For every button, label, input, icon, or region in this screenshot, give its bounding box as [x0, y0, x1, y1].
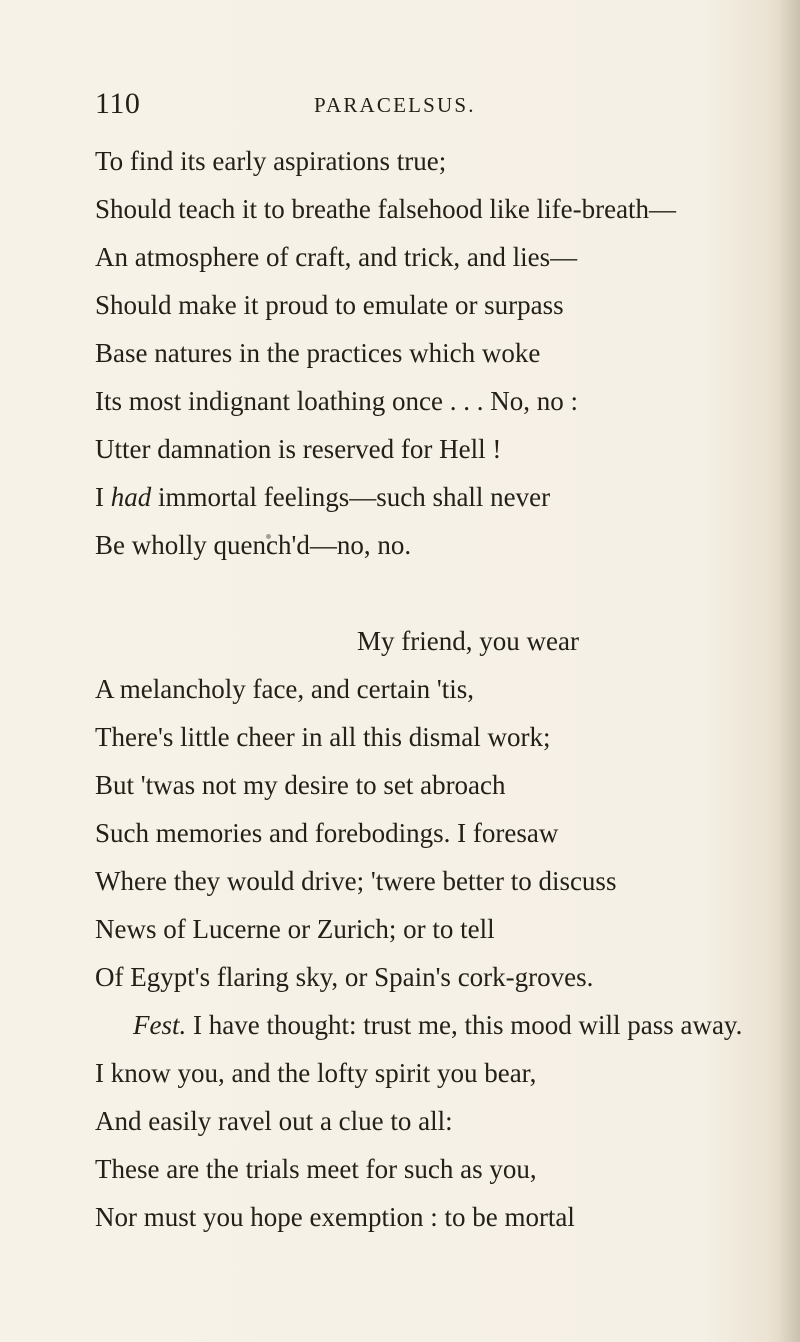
ink-speck [266, 534, 271, 539]
running-title: PARACELSUS. [314, 93, 476, 117]
poem-line: Such memories and forebodings. I foresaw [95, 818, 559, 848]
poem-line: Should make it proud to emulate or surpass [95, 290, 564, 320]
poem-line: Its most indignant loathing once . . . No, no : [95, 386, 578, 416]
poem-line: Be wholly quench'd—no, no. [95, 530, 412, 560]
poem-line: There's little cheer in all this dismal work; [95, 722, 551, 752]
poem-line: An atmosphere of craft, and trick, and lies— [95, 242, 578, 272]
poem-line: I know you, and the lofty spirit you bear, [95, 1058, 537, 1088]
poem-line: Nor must you hope exemption : to be mortal [95, 1202, 575, 1232]
poem-line: To find its early aspirations true; [95, 146, 447, 176]
emphasized-word: had [110, 482, 152, 512]
poem-line: Base natures in the practices which woke [95, 338, 541, 368]
line-text-after-emphasis: immortal feelings—such shall never [151, 482, 551, 512]
poem-line: A melancholy face, and certain 'tis, [95, 674, 474, 704]
poem-line: Utter damnation is reserved for Hell ! [95, 434, 502, 464]
dialogue-line [133, 1005, 742, 1045]
speaker-name: Fest. [133, 1010, 187, 1040]
poem-line: Where they would drive; 'twere better to discuss [95, 866, 617, 896]
poem-line: News of Lucerne or Zurich; or to tell [95, 914, 495, 944]
poem-text [95, 141, 800, 1251]
poem-line: But 'twas not my desire to set abroach [95, 770, 506, 800]
poem-line: These are the trials meet for such as you, [95, 1154, 537, 1184]
dialogue-text: I have thought: trust me, this mood will pass away. [186, 1010, 743, 1040]
line-text-before-emphasis: I [95, 482, 111, 512]
page-number: 110 [95, 87, 141, 120]
page-header [95, 88, 555, 122]
poem-line: Of Egypt's flaring sky, or Spain's cork-groves. [95, 962, 594, 992]
poem-line: And easily ravel out a clue to all: [95, 1106, 453, 1136]
poem-line-with-emphasis [95, 477, 550, 517]
poem-line-indented: My friend, you wear [357, 626, 579, 656]
poem-line: Should teach it to breathe falsehood like life-breath— [95, 194, 677, 224]
